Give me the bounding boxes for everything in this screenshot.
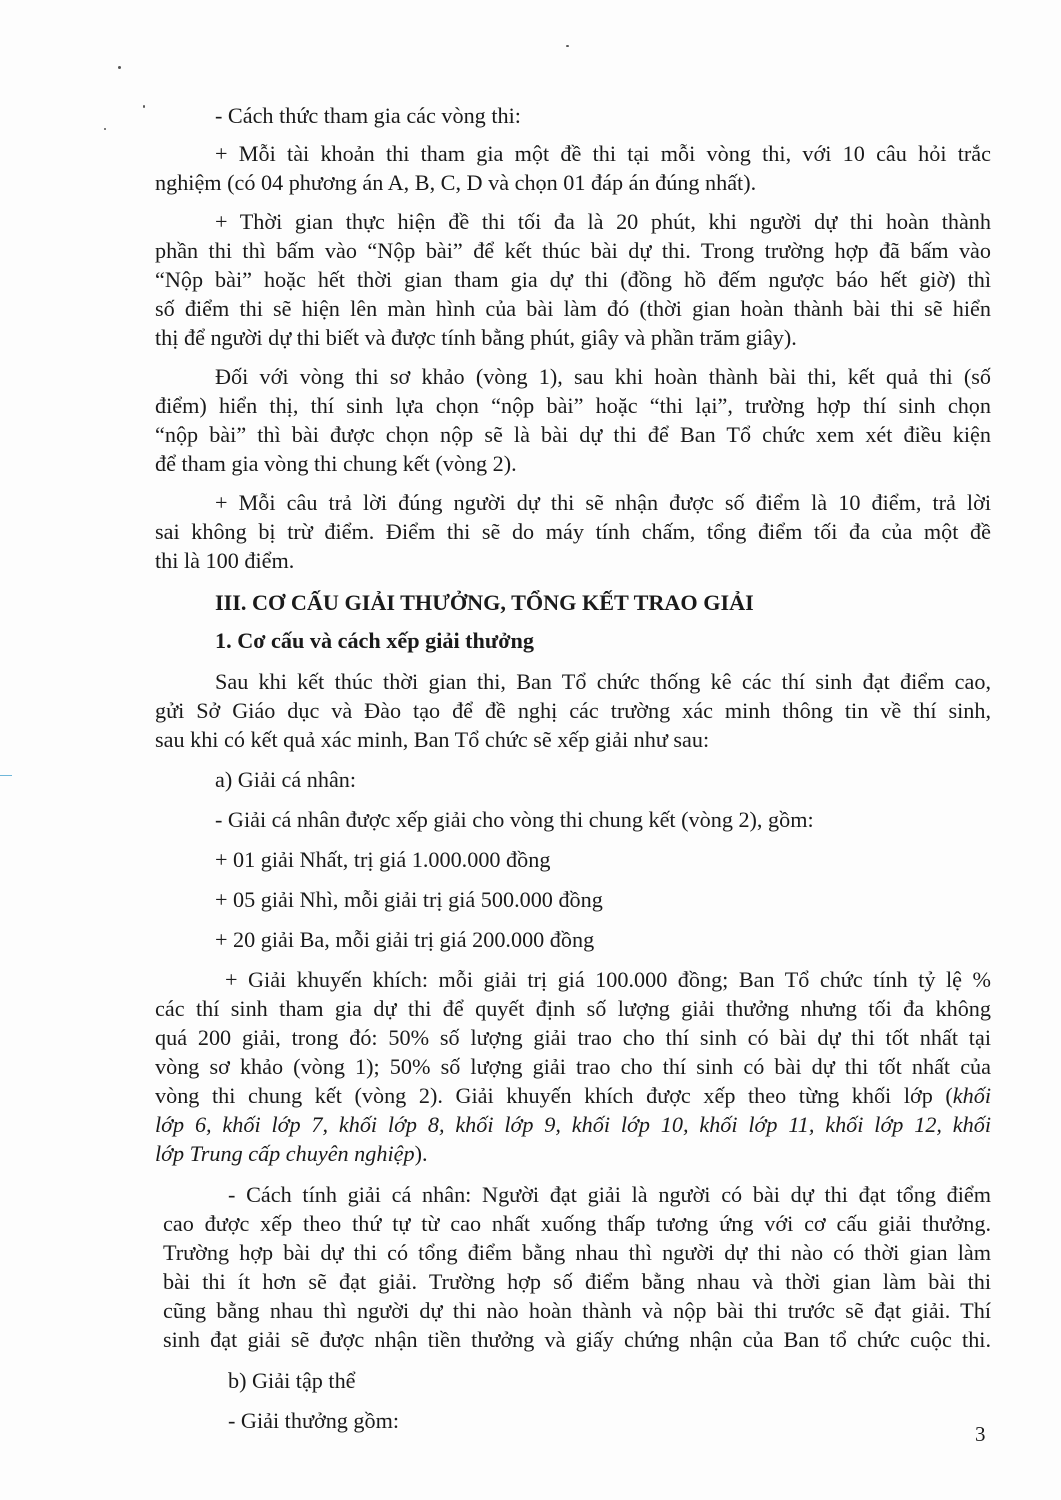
text-line: “Nộp bài” hoặc hết thời gian tham gia dự thi (đồng hồ đếm ngược báo hết giờ) thì	[155, 267, 991, 292]
text-line: + Giải khuyến khích: mỗi giải trị giá 100.000 đồng; Ban Tổ chức tính tỷ lệ %	[225, 967, 991, 992]
text-line: Trường hợp bài dự thi có tổng điểm bằng nhau thì người dự thi nào có thời gian làm	[163, 1240, 991, 1265]
text-line: - Giải cá nhân được xếp giải cho vòng thi chung kết (vòng 2), gồm:	[215, 807, 814, 832]
text-line: + 20 giải Ba, mỗi giải trị giá 200.000 đồng	[215, 927, 595, 952]
text-line: cũng bằng nhau thì người dự thi nào hoàn thành và nộp bài thi trước sẽ đạt giải. Thí	[163, 1298, 991, 1323]
text-line: phần thi thì bấm vào “Nộp bài” để kết thúc bài dự thi. Trong trường hợp đã bấm vào	[155, 238, 991, 263]
text-line: sai không bị trừ điểm. Điểm thi sẽ do máy tính chấm, tổng điểm tối đa của một đề	[155, 519, 991, 544]
text-line: sau khi có kết quả xác minh, Ban Tổ chức sẽ xếp giải như sau:	[155, 727, 710, 752]
scan-speck	[118, 66, 121, 69]
text-line: quá 200 giải, trong đó: 50% số lượng giải trao cho thí sinh có bài dự thi tốt nhất tại	[155, 1025, 991, 1050]
italic-text-segment: lớp Trung cấp chuyên nghiệp	[155, 1141, 415, 1166]
text-line	[155, 1139, 991, 1168]
text-line	[155, 1081, 991, 1110]
scan-speck	[143, 105, 145, 108]
text-line: số điểm thi sẽ hiện lên màn hình của bài làm đó (thời gian hoàn thành bài thi sẽ hiển	[155, 296, 991, 321]
text-line: - Giải thưởng gồm:	[228, 1408, 400, 1433]
text-line: + Thời gian thực hiện đề thi tối đa là 20 phút, khi người dự thi hoàn thành	[215, 209, 991, 234]
page-number: 3	[975, 1422, 986, 1446]
text-line: thi là 100 điểm.	[155, 548, 295, 573]
text-line: gửi Sở Giáo dục và Đào tạo để đề nghị các trường xác minh thông tin về thí sinh,	[155, 698, 991, 723]
scan-speck	[104, 128, 106, 130]
text-line: sinh đạt giải sẽ được nhận tiền thưởng và giấy chứng nhận của Ban tổ chức cuộc thi.	[163, 1327, 991, 1352]
text-line: + 01 giải Nhất, trị giá 1.000.000 đồng	[215, 847, 551, 872]
text-line: - Cách tính giải cá nhân: Người đạt giải là người có bài dự thi đạt tổng điểm	[228, 1182, 991, 1207]
text-line: để tham gia vòng thi chung kết (vòng 2).	[155, 451, 517, 476]
text-line: bài thi ít hơn sẽ đạt giải. Trường hợp số điểm bằng nhau và thời gian làm bài thi	[163, 1269, 991, 1294]
text-segment: ).	[414, 1141, 428, 1166]
text-line: “nộp bài” thì bài được chọn nộp sẽ là bài dự thi để Ban Tổ chức xem xét điều kiện	[155, 422, 991, 447]
text-line: Đối với vòng thi sơ khảo (vòng 1), sau khi hoàn thành bài thi, kết quả thi (số	[215, 364, 991, 389]
text-line: + Mỗi câu trả lời đúng người dự thi sẽ nhận được số điểm là 10 điểm, trả lời	[215, 490, 991, 515]
text-line: - Cách thức tham gia các vòng thi:	[215, 103, 521, 128]
text-line: vòng sơ khảo (vòng 1); 50% số lượng giải trao cho thí sinh có bài dự thi tốt nhất của	[155, 1054, 991, 1079]
text-line: a) Giải cá nhân:	[215, 767, 357, 792]
scan-edge-mark	[0, 775, 12, 776]
section-heading: III. CƠ CẤU GIẢI THƯỞNG, TỔNG KẾT TRAO GIẢI	[215, 590, 754, 615]
text-line: cao được xếp theo thứ tự từ cao nhất xuống thấp tương ứng với cơ cấu giải thưởng.	[163, 1211, 991, 1236]
scan-speck	[566, 45, 569, 47]
text-line: Sau khi kết thúc thời gian thi, Ban Tổ chức thống kê các thí sinh đạt điểm cao,	[215, 669, 991, 694]
italic-text-line: lớp 6, khối lớp 7, khối lớp 8, khối lớp 9, khối lớp 10, khối lớp 11, khối lớp 12, khối	[155, 1112, 991, 1137]
text-line: điểm) hiển thị, thí sinh lựa chọn “nộp bài” hoặc “thi lại”, trường hợp thí sinh chọn	[155, 393, 991, 418]
text-line: nghiệm (có 04 phương án A, B, C, D và chọn 01 đáp án đúng nhất).	[155, 170, 757, 195]
text-line: + 05 giải Nhì, mỗi giải trị giá 500.000 đồng	[215, 887, 603, 912]
subsection-heading: 1. Cơ cấu và cách xếp giải thưởng	[215, 628, 534, 653]
text-segment: vòng thi chung kết (vòng 2). Giải khuyến khích được xếp theo từng khối lớp (	[155, 1083, 953, 1108]
text-line: b) Giải tập thể	[228, 1368, 356, 1393]
text-line: các thí sinh tham gia dự thi để quyết định số lượng giải thưởng nhưng tối đa không	[155, 996, 991, 1021]
italic-text-segment: khối	[952, 1083, 991, 1108]
text-line: thị để người dự thi biết và được tính bằng phút, giây và phần trăm giây).	[155, 325, 797, 350]
text-line: + Mỗi tài khoản thi tham gia một đề thi tại mỗi vòng thi, với 10 câu hỏi trắc	[215, 141, 991, 166]
